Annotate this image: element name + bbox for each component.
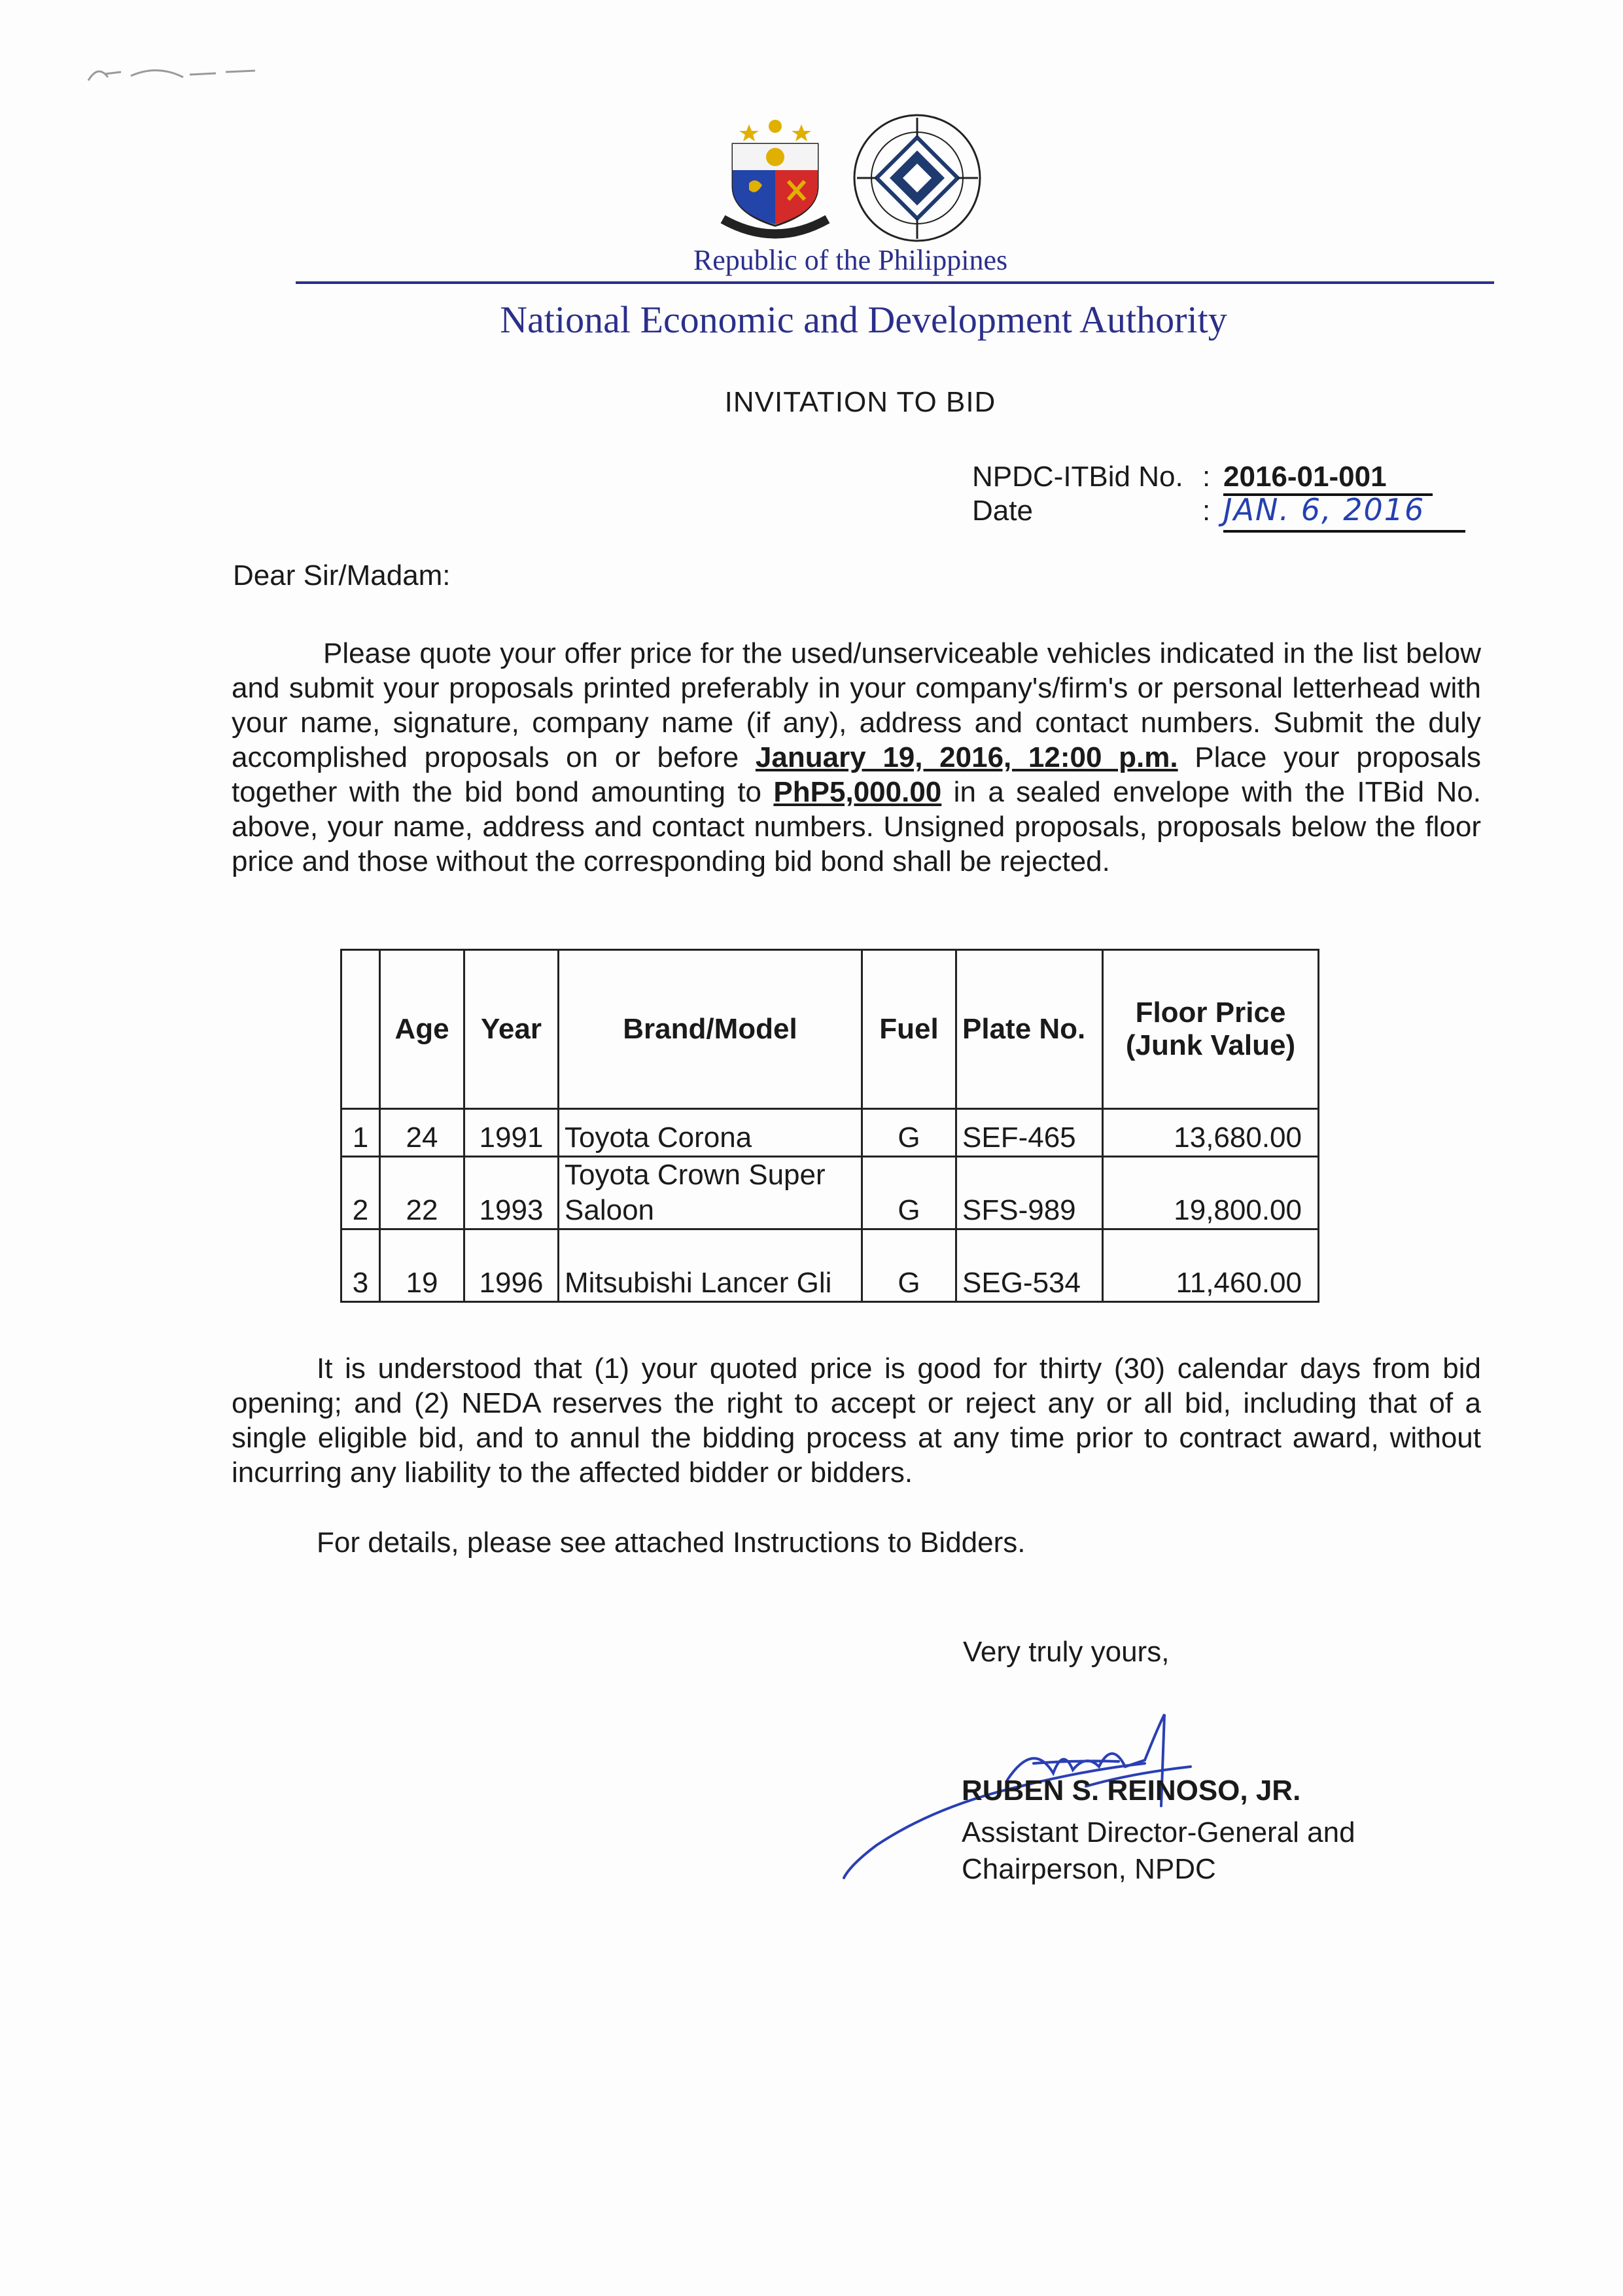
ref-no-value: 2016-01-001 — [1223, 461, 1433, 496]
header-fuel: Fuel — [862, 950, 956, 1109]
cell-brand: Toyota Crown Super Saloon — [559, 1157, 862, 1229]
signer-position — [962, 1814, 1355, 1888]
cell-year: 1996 — [464, 1229, 559, 1302]
table-row — [341, 1229, 1319, 1302]
cell-fuel: G — [862, 1229, 956, 1302]
paragraph-instructions-part3: in a sealed envelope with the ITBid No. above, your name, address and contact numbers. Unsigned proposals, proposals below the floor price and those without the corresponding bid bond shall be rejected. — [232, 776, 1481, 877]
document-title: INVITATION TO BID — [724, 386, 996, 418]
deadline: January 19, 2016, 12:00 p.m. — [755, 741, 1178, 773]
cell-year: 1993 — [464, 1157, 559, 1229]
cell-fuel: G — [862, 1109, 956, 1157]
cell-brand: Mitsubishi Lancer Gli — [559, 1229, 862, 1302]
cell-age: 22 — [380, 1157, 464, 1229]
table-header-row — [341, 950, 1319, 1109]
cell-age: 24 — [380, 1109, 464, 1157]
cell-fuel: G — [862, 1157, 956, 1229]
cell-brand: Toyota Corona — [559, 1109, 862, 1157]
signer-position-line1: Assistant Director-General and — [962, 1816, 1355, 1848]
paragraph-instructions-part1: Please quote your offer price for the used/unserviceable vehicles indicated in the list below and submit your proposals printed preferably in your company's/firm's or personal letterhead with your name, signature, company name (if any), address and contact numbers. Submit the duly accomplished proposals on or before — [232, 637, 1481, 773]
header-divider — [296, 281, 1494, 284]
header-year: Year — [464, 950, 559, 1109]
agency-name: National Economic and Development Authority — [500, 298, 1227, 341]
date-value-handwritten: JAN. 6, 2016 — [1223, 492, 1465, 533]
vehicle-table — [340, 949, 1319, 1303]
header-index — [341, 950, 380, 1109]
ref-no-label: NPDC-ITBid No. — [972, 461, 1183, 493]
pen-scribble — [85, 58, 262, 90]
header-price: Floor Price (Junk Value) — [1103, 950, 1319, 1109]
paragraph-instructions — [232, 636, 1481, 879]
cell-plate: SEF-465 — [956, 1109, 1103, 1157]
header-plate: Plate No. — [956, 950, 1103, 1109]
paragraph-details: For details, please see attached Instructions to Bidders. — [317, 1527, 1026, 1559]
cell-price: 19,800.00 — [1103, 1157, 1319, 1229]
cell-index: 3 — [341, 1229, 380, 1302]
date-colon: : — [1202, 495, 1211, 527]
cell-age: 19 — [380, 1229, 464, 1302]
salutation: Dear Sir/Madam: — [233, 559, 451, 592]
signer-position-line2: Chairperson, NPDC — [962, 1853, 1216, 1885]
paragraph-terms: It is understood that (1) your quoted price is good for thirty (30) calendar days from bid opening; and (2) NEDA reserves the right to accept or reject any or all bid, including that of a single eligible bid, and to annul the bidding process at any time prior to contract award, without incurring any liability to the affected bidder or bidders. — [232, 1352, 1481, 1489]
neda-seal-icon — [850, 111, 985, 245]
cell-price: 13,680.00 — [1103, 1109, 1319, 1157]
philippine-coat-of-arms-icon — [713, 108, 837, 239]
valediction: Very truly yours, — [963, 1636, 1170, 1668]
bid-bond-amount: PhP5,000.00 — [773, 776, 942, 808]
table-row — [341, 1157, 1319, 1229]
header-age: Age — [380, 950, 464, 1109]
cell-index: 1 — [341, 1109, 380, 1157]
cell-index: 2 — [341, 1157, 380, 1229]
date-label: Date — [972, 495, 1033, 527]
signer-name: RUBEN S. REINOSO, JR. — [962, 1775, 1301, 1807]
cell-plate: SFS-989 — [956, 1157, 1103, 1229]
paragraph-instructions-part2: Place your proposals together with the bid bond amounting to — [232, 741, 1481, 808]
header-brand: Brand/Model — [559, 950, 862, 1109]
ref-no-colon: : — [1202, 461, 1211, 493]
table-row — [341, 1109, 1319, 1157]
cell-plate: SEG-534 — [956, 1229, 1103, 1302]
cell-price: 11,460.00 — [1103, 1229, 1319, 1302]
country-name: Republic of the Philippines — [693, 244, 1008, 276]
cell-year: 1991 — [464, 1109, 559, 1157]
